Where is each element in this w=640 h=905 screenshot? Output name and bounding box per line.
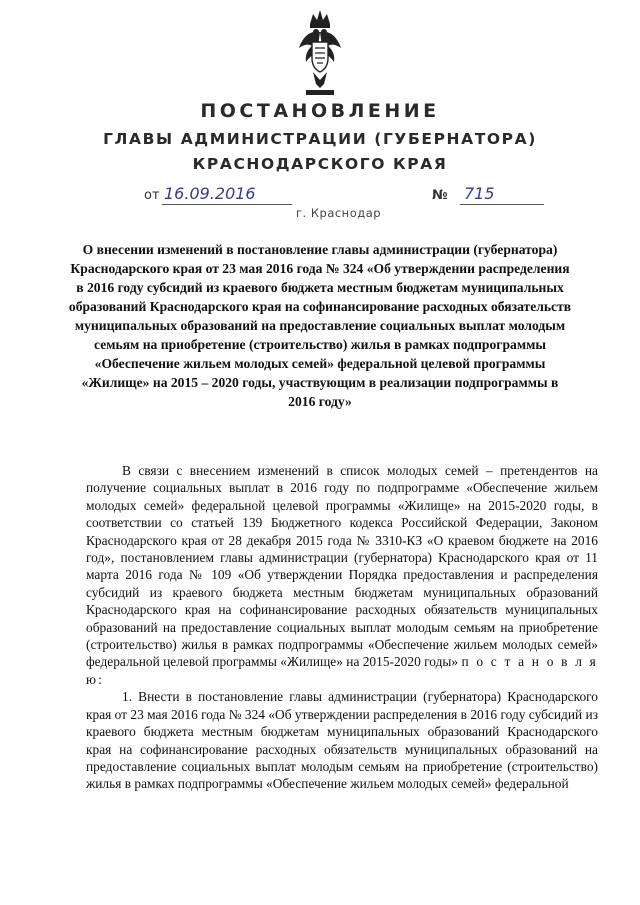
issuer-line-2: КРАСНОДАРСКОГО КРАЯ [192,155,448,173]
handwritten-number: 715 [460,184,544,205]
document-type-heading: ПОСТАНОВЛЕНИЕ [200,100,440,122]
decree-keyword: п о с т а н о в л я ю: [86,654,599,687]
decree-title: О внесении изменений в постановление главы администрации (губернатора) Краснодарского края от 23 мая 2016 года № 324 «Об утверждении распределения в 2016 году субсидий из краевого бюджета местным бюджетам муниципальных образований Краснодарского края на софинансирование расходных обязательств муниципальных образований на предоставление социальных выплат молодым семьям на приобретение (строительство) жилья в рамках подпрограммы «Обеспечение жильем молодых семей» федеральной целевой программы «Жилище» на 2015 – 2020 годы, участвующим в реализации подпрограммы в 2016 году» [68,242,572,409]
city-label: г. Краснодар [296,206,382,220]
clause-1-paragraph: 1. Внести в постановление главы администрации (губернатора) Краснодарского края от 23 мая 2016 года № 324 «Об утверждении распределения в 2016 году субсидий из краевого бюджета местным бюджетам муниципальных образований Краснодарского края на софинансирование расходных обязательств муниципальных образований на предоставление социальных выплат молодым семьям на приобретение (строительство) жилья в рамках подпрограммы «Обеспечение жильем молодых семей» федеральной [86,689,598,792]
preamble-paragraph [86,462,598,688]
preamble-text: В связи с внесением изменений в список молодых семей – претендентов на получение социальных выплат в 2016 году по подпрограмме «Обеспечение жильем молодых семей» федеральной целевой программы «Жилище» на 2015-2020 годы, в соответствии со статьей 139 Бюджетного кодекса Российской Федерации, Законом Краснодарского края от 28 декабря 2015 года № 3310-КЗ «О краевом бюджете на 2016 год», постановлением главы администрации (губернатора) Краснодарского края от 11 марта 2016 года № 109 «Об утверждении Порядка предоставления и распределения субсидий из краевого бюджета местным бюджетам муниципальных образований Краснодарского края на софинансирование расходных обязательств муниципальных образований на предоставление социальных выплат молодым семьям на приобретение (строительство) жилья в рамках подпрограммы «Обеспечение жильем молодых семей» федеральной целевой программы «Жилище» на 2015-2020 годы» [86,463,598,670]
decree-body [86,462,598,793]
issuer-line-1: ГЛАВЫ АДМИНИСТРАЦИИ (ГУБЕРНАТОРА) [103,130,537,148]
number-label: № [432,188,448,203]
date-number-row [144,184,544,208]
coat-of-arms-icon [297,8,343,98]
date-label: от [144,188,160,203]
handwritten-date: 16.09.2016 [162,184,292,205]
